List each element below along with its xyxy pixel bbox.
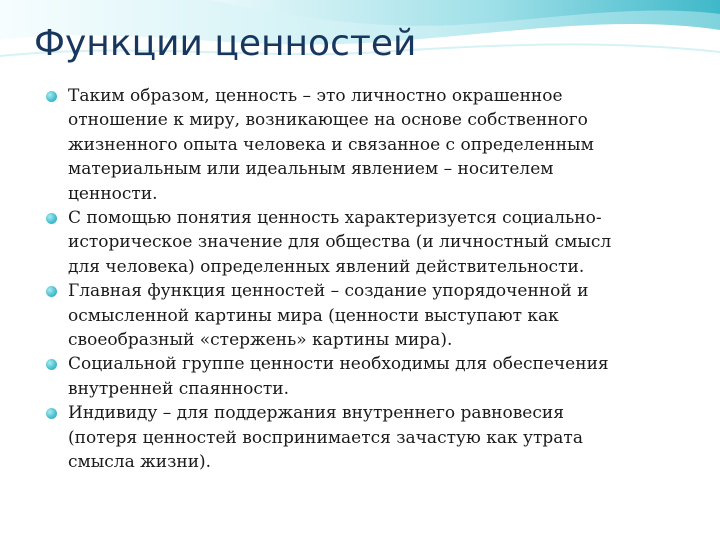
bullet-text-line: смысла жизни). xyxy=(68,452,212,473)
bullet-text-line: Индивиду – для поддержания внутреннего равновесия xyxy=(68,403,564,424)
circle-bullet-icon xyxy=(46,286,57,297)
bullet-item xyxy=(46,401,678,474)
bullet-text-line: (потеря ценностей воспринимается зачастую как утрата xyxy=(68,427,583,448)
bullet-text-line: отношение к миру, возникающее на основе собственного xyxy=(68,110,588,131)
bullet-text-line: Таким образом, ценность – это личностно окрашенное xyxy=(68,86,563,106)
bullet-item xyxy=(46,206,678,279)
bullet-text-line: С помощью понятия ценность характеризуется социально- xyxy=(68,208,602,229)
bullet-item xyxy=(46,84,678,206)
bullet-text-line: Социальной группе ценности необходимы для обеспечения xyxy=(68,354,609,375)
bullet-text-line: для человека) определенных явлений действительности. xyxy=(68,256,585,277)
circle-bullet-icon xyxy=(46,408,57,419)
bullet-item xyxy=(46,352,678,401)
bullet-text-line: своеобразный «стержень» картины мира). xyxy=(68,330,453,351)
circle-bullet-icon xyxy=(46,359,57,370)
bullet-text-line: жизненного опыта человека и связанное с определенным xyxy=(68,134,594,155)
bullet-text-line: осмысленной картины мира (ценности выступают как xyxy=(68,305,559,326)
bullet-text-line: ценности. xyxy=(68,183,158,204)
circle-bullet-icon xyxy=(46,213,57,224)
bullet-text-line: материальным или идеальным явлением – носителем xyxy=(68,159,554,180)
bullet-text-line: внутренней спаянности. xyxy=(68,378,289,399)
bullet-list xyxy=(46,84,678,475)
bullet-text-line: Главная функция ценностей – создание упорядоченной и xyxy=(68,281,589,302)
bullet-item xyxy=(46,279,678,352)
bullet-text-line: историческое значение для общества (и личностный смысл xyxy=(68,232,612,253)
circle-bullet-icon xyxy=(46,91,57,102)
slide-title: Функции ценностей xyxy=(34,23,417,64)
